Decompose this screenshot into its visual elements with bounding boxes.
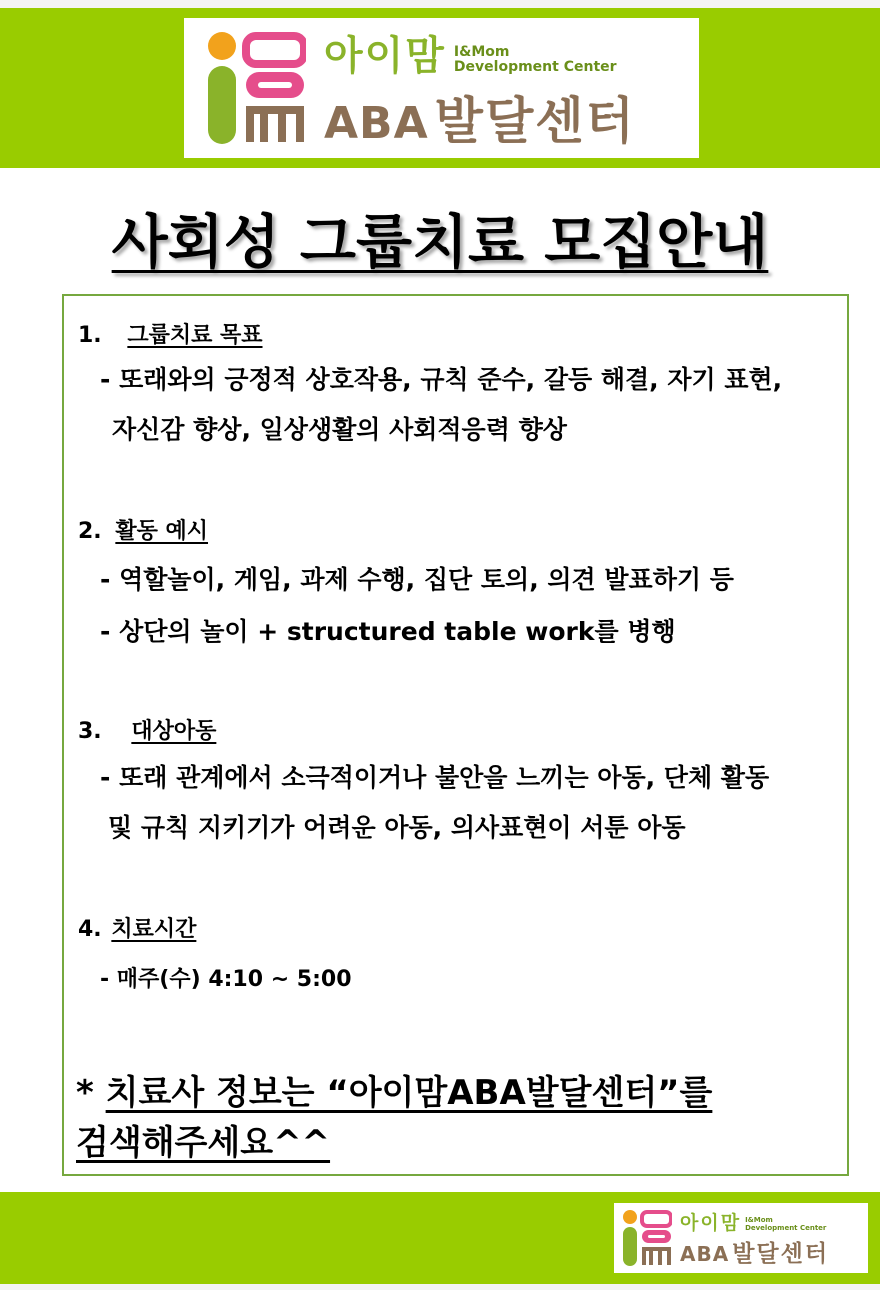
footer-logo [614, 1203, 868, 1273]
bottom-strip [0, 1284, 880, 1290]
page-title: 사회성 그룹치료 모집안내 [111, 208, 769, 276]
top-strip [0, 0, 880, 8]
logo-english-subtitle: Development Center [745, 1223, 827, 1232]
section-heading: 그룹치료 목표 [127, 323, 263, 348]
logo-center-name: 발달센터 [732, 1241, 830, 1267]
logo-korean-name: 아이맘 [680, 1212, 742, 1234]
note-prefix: * [76, 1073, 106, 1113]
section-heading: 활동 예시 [115, 519, 209, 544]
logo-english-subtitle: Development Center [453, 58, 617, 75]
imom-logo-mark-icon [206, 30, 306, 146]
section-number: 2. [78, 519, 102, 544]
section-number: 3. [78, 719, 102, 744]
imom-logo-mark-icon [622, 1209, 672, 1267]
section-number: 1. [78, 323, 102, 348]
logo-english-name: I&Mom [453, 44, 510, 61]
logo-center-name: 발달센터 [434, 91, 636, 150]
logo-aba: ABA [680, 1242, 730, 1266]
section-heading: 치료시간 [111, 917, 197, 942]
section-goal [78, 318, 263, 349]
section-line: 및 규칙 지키기가 어려운 아동, 의사표현이 서툰 아동 [108, 813, 686, 842]
section-target [78, 714, 216, 745]
section-number: 4. [78, 917, 102, 942]
section-line: 자신감 향상, 일상생활의 사회적응력 향상 [112, 415, 567, 444]
note-line: 치료사 정보는 “아이맘ABA발달센터”를 [105, 1073, 713, 1113]
logo-korean-name: 아이맘 [324, 32, 446, 79]
section-line: - 매주(수) 4:10 ~ 5:00 [100, 967, 352, 992]
note-line: 검색해주세요^^ [76, 1123, 331, 1163]
content-box [62, 294, 849, 1176]
section-line: - 또래와의 긍정적 상호작용, 규칙 준수, 갈등 해결, 자기 표현, [100, 365, 783, 394]
section-line: - 또래 관계에서 소극적이거나 불안을 느끼는 아동, 단체 활동 [100, 763, 770, 792]
logo-english-name: I&Mom [745, 1216, 773, 1225]
section-line: - 상단의 놀이 + structured table work를 병행 [100, 617, 676, 646]
section-schedule [78, 912, 196, 943]
logo-aba: ABA [324, 97, 429, 149]
section-heading: 대상아동 [131, 719, 217, 744]
header-logo [184, 18, 699, 158]
section-line: - 역할놀이, 게임, 과제 수행, 집단 토의, 의견 발표하기 등 [100, 565, 734, 594]
therapist-info-note [76, 1068, 836, 1168]
section-activities [78, 514, 208, 545]
